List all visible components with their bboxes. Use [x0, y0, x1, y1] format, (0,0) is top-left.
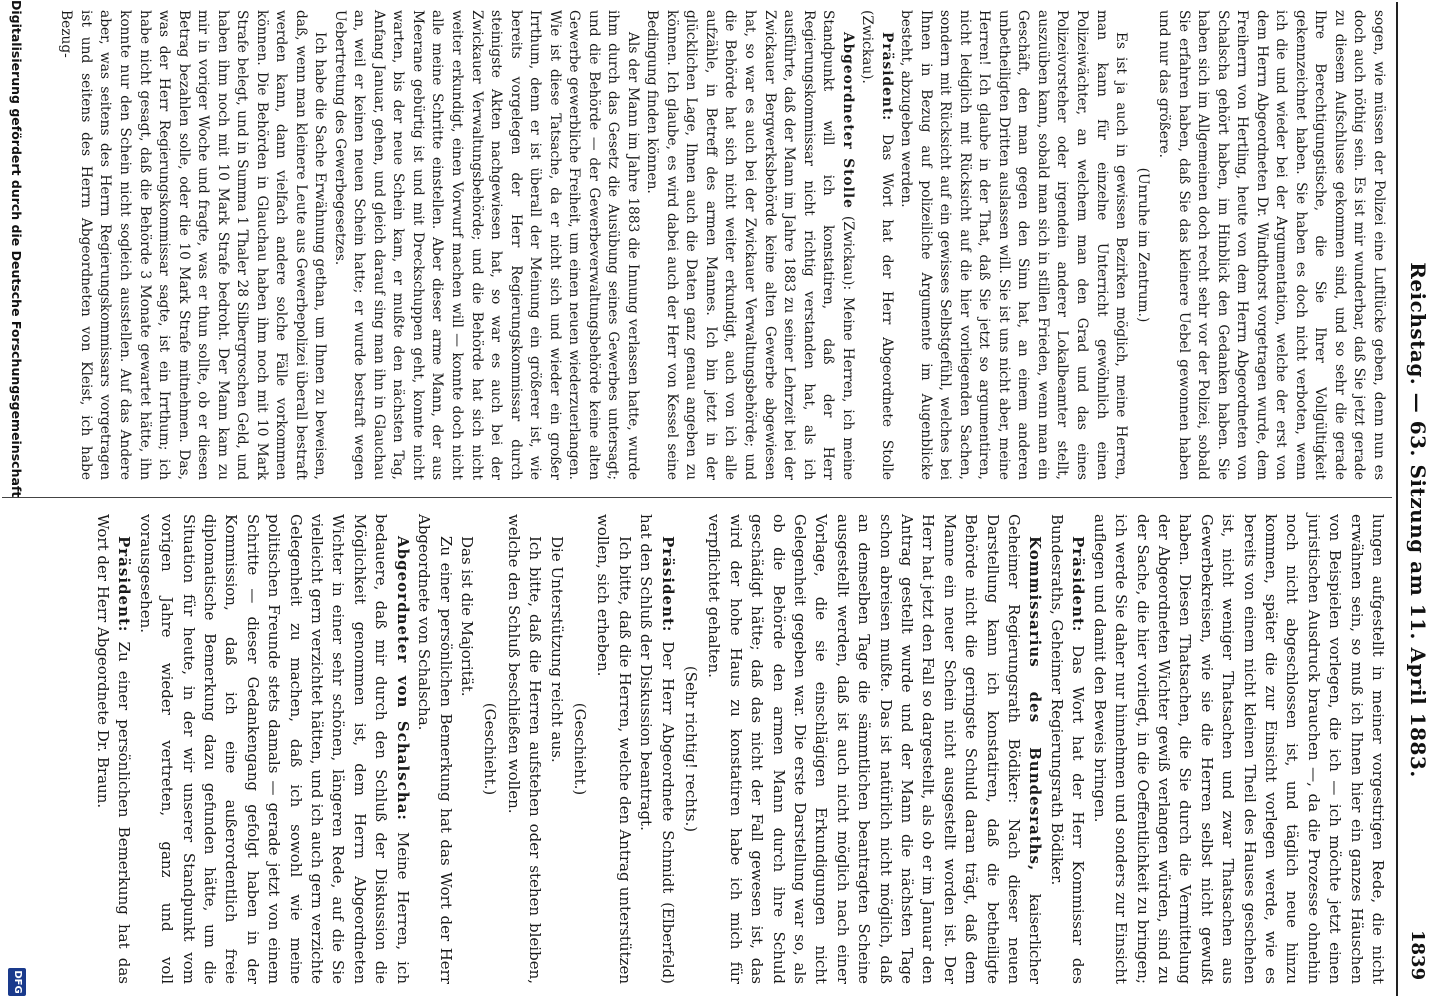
speech-text: Der Herr Abgeordnete Schmidt (Elberfeld) hat den Schluß der Diskussion beantragt.	[637, 514, 677, 984]
speaker-paragraph	[642, 10, 857, 480]
speaker-name: Abgeordneter von Schalscha:	[393, 536, 412, 821]
column-divider	[2, 497, 1392, 498]
header-rule	[1396, 2, 1398, 996]
speech-text: kaiserlicher Geheimer Regierungsrath Bödiker: Nach dieser neuen Darstellung kann ich konstatiren, daß die betheiligte Behörde nicht die geringste Schuld daran trägt, daß dem Manne ein neuer Schein nicht ausgestellt worden ist. Der Herr hat jetzt den Fall so dargestellt, als ob er im Januar den Antrag gestellt wurde und der Mann die nächsten Tage schon abreisen mußte. Das ist natürlich nicht möglich, daß an demselben Tage die sämmtlichen beantragten Scheine ausgestellt werden, daß ist auch nicht möglich nach einer Vorlage, die sie einschlägigen Erkundigungen nicht Gelegenheit gegeben war. Die erste Darstellung war so, als ob die Behörde den armen Mann durch ihre Schuld geschädigt hätte; daß das nicht der Fall gewesen ist, das wird der hohe Haus zu konstatiren habe ich mich für verpflichtet gehalten.	[705, 514, 1045, 985]
stage-direction: (Geschieht.)	[570, 702, 589, 796]
speaker-name: Präsident:	[115, 536, 134, 633]
footer-credit: Digitalisierung gefördert durch die Deutsche Forschungsgemeinschaft	[9, 0, 24, 498]
speaker-paragraph	[92, 514, 135, 984]
speech-text: Das Wort hat der Herr Kommissar des Bundesraths, Geheimer Regierungsrath Bödiker.	[1047, 514, 1088, 984]
speaker-paragraph	[857, 10, 896, 480]
speaker-paragraph	[635, 514, 678, 984]
speaker-name: Präsident:	[878, 32, 895, 122]
paragraph: Die Unterstützung reicht aus.	[547, 536, 566, 763]
speaker-name: Abgeordneter Stolle	[839, 32, 856, 209]
speaker-name: Präsident:	[1069, 536, 1088, 633]
stage-direction: (Unruhe im Zentrum.)	[1134, 167, 1151, 323]
paragraph: Das ist die Majorität.	[457, 536, 476, 697]
speaker-paragraph	[703, 514, 1046, 984]
paragraph: Zu einer persönlichen Bemerkung hat das Wort der Herr Abgeordnete von Schalscha.	[415, 514, 455, 984]
speaker-paragraph	[134, 514, 412, 984]
page-number: 1839	[1407, 930, 1428, 981]
right-column	[92, 514, 1388, 984]
speech-text: Zu einer persönlichen Bemerkung hat das Wort der Herr Abgeordnete Dr. Braun.	[94, 514, 134, 984]
paragraph: lungen aufgestellt in meiner vorgestrigen Rede, die nicht erwähnen sein, so muß ich Ihnen hier ein ganzes Häuschen von Beispielen vorlegen, die ich — ich möchte jetzt einen juristischen Ausdruck brauchen —, da die Prozesse ohnehin noch nicht abgeschlossen ist, und täglich neue hinzu kommen, später die zur Einsicht vorlegen werde, wie es bereits von einem nicht kleinen Theil des Hauses geschehen ist, nicht weniger Thatsachen und zwar Thatsachen aus Gewerbekreisen, wie sie die Herren selbst nicht gewußt haben. Diesen Thatsachen, die Sie durch die Vermittelung der Abgeordneten Wichter gewiß verlangen würden, sind zu der Sache, die hier vorliegt, in die Oeffentlichkeit zu bringen; ich werde Sie daher nur hinnehmen und sonders zur Einsicht auflegen und damit den Beweis bringen.	[1090, 514, 1387, 984]
speech-text: Meine Herren, ich bedauere, daß mir durch den Schluß der Diskussion die Möglichkeit genommen ist, dem Herrn Abgeordneten Wichter in einer sehr schönen, längeren Rede, auf die Sie vielleicht gern verzichtet hätten, und ich auch gern verzichte Gelegenheit zu machen, daß ich sowohl wie meine politischen Freunde stets damals — gerade jetzt von einem Schritte — dieser Gedankengang gefolgt haben in der Kommission, daß ich eine außerordentlich freie diplomatische Bemerkung dazu gefunden hätte, um die Situation für heute, in der wir unserer Standpunkt vom vorigen Jahre wieder vertreten, ganz und voll vorausgesehen.	[136, 514, 412, 984]
dfg-logo: DFG	[8, 968, 26, 996]
speaker-paragraph	[1046, 514, 1089, 984]
stage-direction: (Sehr richtig! rechts.)	[682, 665, 700, 833]
page-header-title: Reichstag. — 63. Sitzung am 11. April 1883.	[1406, 262, 1430, 778]
stage-direction: (Geschieht.)	[481, 702, 500, 796]
paragraph: Ich bitte, daß die Herren, welche den Antrag unterstützen wollen, sich erheben.	[594, 514, 634, 984]
speaker-name: Präsident:	[658, 536, 677, 633]
paragraph: Ich bitte, daß die Herren aufstehen oder stehen bleiben, welche den Schluß beschließen wollen.	[504, 514, 545, 984]
left-column	[56, 10, 1388, 480]
paragraph: Ich habe die Sache Erwähnung gethan, um Ihnen zu beweisen, daß, wenn man kleinere Leute aus Gewerbepolizei überall bestraft werden kann, dann vielfach andere solche Fälle vorkommen können. Die Behörden in Glauchau haben ihm noch mit 10 Mark Strafe belegt, und in Summa 1 Thaler 28 Silbergroschen Geld, und haben ihm noch mit 10 Mark Strafe bedroht. Der Mann kam zu mir in voriger Woche und fragte, was er thun sollte, ob er diesen Betrag bezahlen solle, oder die 10 Mark Strafe mitnehmen. Das, was der Herr Regierungskommissar sagte, ist ein Irrthum; ich habe nicht gesagt, daß die Behörde 3 Monate gewartet hätte, ihn konnte nur den Schein nicht sogleich ausstellen. Auf das Andere aber, was seitens des Herrn Regierungskommissars vorgetragen ist und seitens des Herrn Abgeordneten von Kleist, ich habe Bezug-	[58, 10, 329, 480]
speech-text: (Zwickau): Meine Herren, ich meine Standpunkt will ich konstatiren, daß der Herr Regierungskommissar nicht richtig verstanden hat, als ich ausführte, daß der Mann im Jahre 1883 zu seiner Lehrzeit bei der Zwickauer Bergwerksbehörde keine alten Gewerbe abgewiesen hat, so war es auch bei der Zwickauer Verwaltungsbehörde; und die Behörde hat sich nicht weiter erkundigt, auch von ich alle aufzähle, in Betreff des armen Mannes. Ich bin jetzt in der glücklichen Lage, Ihnen auch die Daten ganz genau angeben zu können. Ich glaube, es wird dabei auch der Herr von Kessel seine Bedingung finden können.	[644, 10, 856, 480]
paragraph: Als der Mann im Jahre 1883 die Innung verlassen hatte, wurde ihm durch das Gesetz die Ausübung seines Gewerbes untersagt; und die Behörde — der Gewerbeverwaltungsbehörde keine alten Gewerbe gewerbliche Freiheit, um einen neuen wiederzuerlangen. Wie ist diese Tatsache, da er nicht sich und wieder ein großer Irrthum, denn er ist überall der Meinung ein größerer ist, wie bereits vorgelegen der Herr Regierungskommissar durch steinigste Akten nachgewiesen hat, so war es auch bei der Zwickauer Verwaltungsbehörde; und die Behörde hat sich nicht weiter erkundigt, einen Vorwurf machen will — konnte doch nicht alle meine Schritte einstellen. Aber dieser arme Mann, der aus Meerane gebürtig ist und mit Dreckschuppen geht, konnte nicht warten, bis der neue Schein kam, er mußte den nächsten Tag, Anfang Januar, gehen, und gleich darauf sing man ihn in Glauchau an, weil er keinen neuen Schein hatte; er wurde bestraft wegen Uebertretung des Gewerbegesetzes.	[331, 10, 641, 480]
footer	[0, 0, 30, 1000]
speech-text: Das Wort hat der Herr Abgeordnete Stolle (Zwickau).	[859, 10, 895, 480]
paragraph: Es ist ja auch in gewissen Bezirken möglich, meine Herren, man kann für einzelne Unterricht gewöhnlich einen Polizeiwächter, an welchem man den Grad und das eines Polizeivorsteher oder irgendein anderer Lokalbeamter stellt, auszuüben kann, sobald man sich in stillen Frieden, wenn man ein Geschäft, den man gegen den Sinn hat, an einem anderen unbetheiligten Dritten auslassen will. Sie ist uns nicht aber, meine Herren! Ich glaube in der That, daß Sie jetzt so argumentiren, nicht lediglich mit Rücksicht auf die hier vorliegenden Sachen, sondern mit Rücksicht auf ein gewisses Selbstgefühl, welches bei Ihnen in Bezug auf polizeiliche Argumente im Augenblicke besteht, abzugeben werden.	[898, 10, 1130, 480]
speaker-name: Kommissarius des Bundesraths,	[1026, 536, 1045, 872]
paragraph: sogen, wie müssen der Polizei eine Luftlücke geben, denn nun es doch auch nöthig sein. Es ist mir wunderbar, daß Sie jetzt gerade zu diesem Aufschlusse gekommen sind, und so sehr die gerade Ihre Berechtigungstische, die Sie Ihrer Vollgültigkeit gekennzeichnet haben. Sie haben es doch nicht verboten, wenn ich die und wieder bei der Argumentation, welche der erst von dem Herrn Abgeordneten Dr. Windthorst vorgetragen wurde, dem Freiherrn von Hertling, heute von dem Herrn Abgeordneten von Schalscha gehört haben, im Hinblick den Gedanken haben. Sie haben sich im Allgemeinen doch recht sehr vor der Polizei, sobald Sie erfahren haben, daß Sie das kleinere Uebel gewonnen haben und nur das größere.	[1156, 10, 1387, 480]
